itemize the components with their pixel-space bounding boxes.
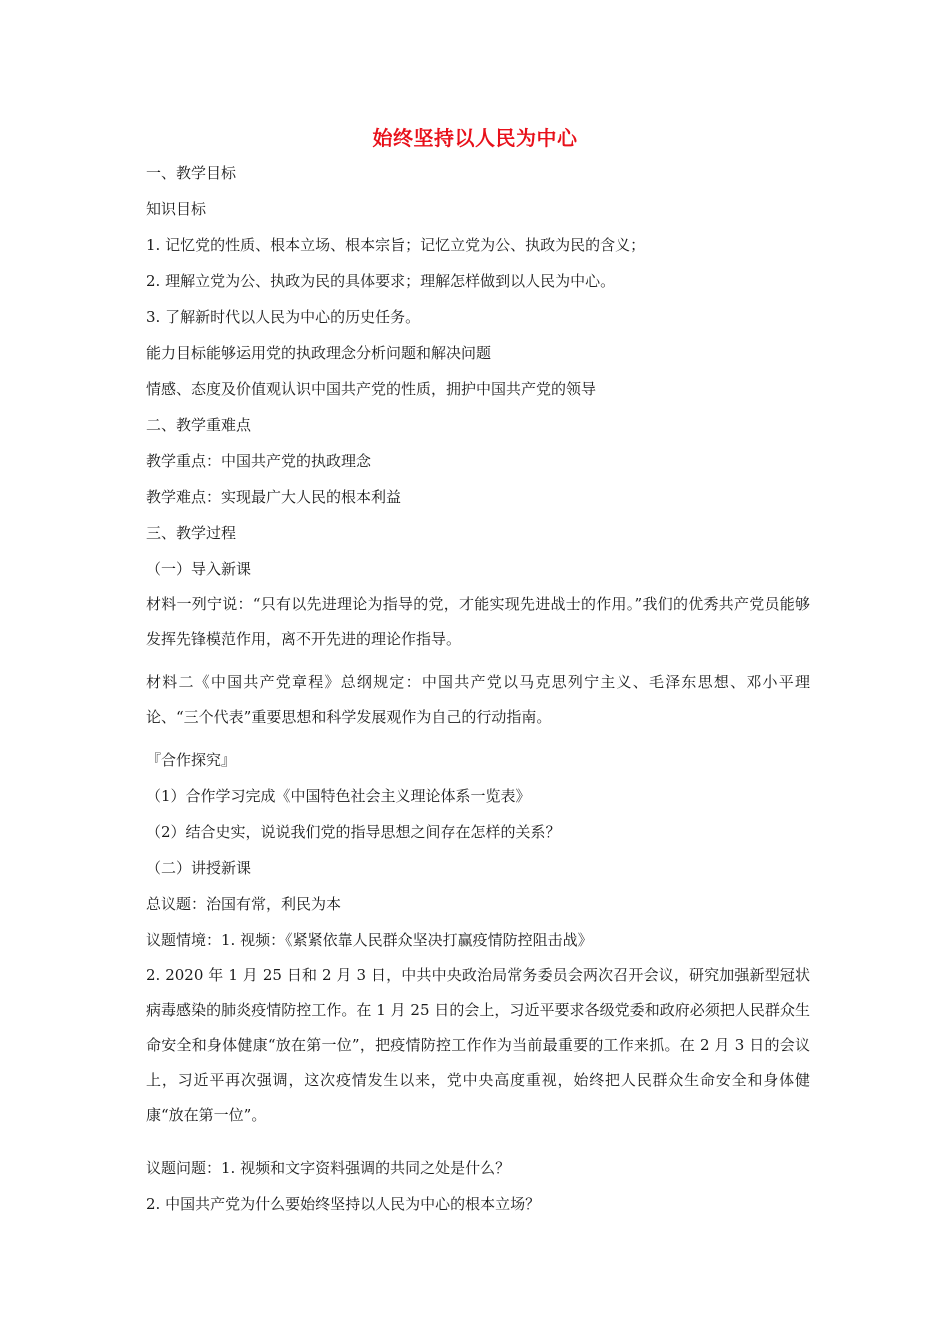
key-point: 教学重点：中国共产党的执政理念 [146,452,372,470]
knowledge-goal-3: 3. 了解新时代以人民为中心的历史任务。 [146,308,421,326]
emotion-goal: 情感、态度及价值观认识中国共产党的性质，拥护中国共产党的领导 [146,380,597,398]
topic-question-1: 议题问题：1. 视频和文字资料强调的共同之处是什么？ [146,1159,511,1177]
general-topic: 总议题：治国有常，利民为本 [146,895,342,913]
knowledge-goal-1: 1. 记忆党的性质、根本立场、根本宗旨；记忆立党为公、执政为民的含义； [146,236,646,254]
cooperative-inquiry-heading: 『合作探究』 [146,751,237,769]
material-2-paragraph: 材料二《中国共产党章程》总纲规定：中国共产党以马克思列宁主义、毛泽东思想、邓小平理论、“三个代表”重要思想和科学发展观作为自己的行动指南。 [146,673,810,726]
topic-question-2: 2. 中国共产党为什么要始终坚持以人民为中心的根本立场？ [146,1195,541,1213]
heading-key-points: 二、教学重难点 [146,416,252,434]
document-title: 始终坚持以人民为中心 [372,126,578,150]
subheading-knowledge-goals: 知识目标 [146,200,207,218]
difficult-point: 教学难点：实现最广大人民的根本利益 [146,488,402,506]
heading-teaching-process: 三、教学过程 [146,524,237,542]
ability-goal: 能力目标能够运用党的执政理念分析问题和解决问题 [146,344,492,362]
heading-teaching-goals: 一、教学目标 [146,164,237,182]
material-1-paragraph: 材料一列宁说：“只有以先进理论为指导的党，才能实现先进战士的作用。”我们的优秀共产党员能够发挥先锋模范作用，离不开先进的理论作指导。 [146,595,810,648]
subheading-introduction: （一）导入新课 [146,560,252,578]
topic-context-2-paragraph: 2. 2020 年 1 月 25 日和 2 月 3 日，中共中央政治局常务委员会两次召开会议，研究加强新型冠状病毒感染的肺炎疫情防控工作。在 1 月 25 日的会上，习近平要求各级党委和政府必须把人民群众生命安全和身体健康“放在第一位”，把疫情防控工作作为当前最重要的工作来抓。在 2 月 3 日的会议上，习近平再次强调，这次疫情发生以来，党中央高度重视，始终把人民群众生命安全和身体健康“放在第一位”。 [146,966,810,1124]
inquiry-question-2: （2）结合史实，说说我们党的指导思想之间存在怎样的关系？ [146,823,561,841]
subheading-new-lesson: （二）讲授新课 [146,859,252,877]
knowledge-goal-2: 2. 理解立党为公、执政为民的具体要求；理解怎样做到以人民为中心。 [146,272,616,290]
topic-context-video: 议题情境：1. 视频：《紧紧依靠人民群众坚决打赢疫情防控阻击战》 [146,931,593,949]
inquiry-question-1: （1）合作学习完成《中国特色社会主义理论体系一览表》 [146,787,531,805]
